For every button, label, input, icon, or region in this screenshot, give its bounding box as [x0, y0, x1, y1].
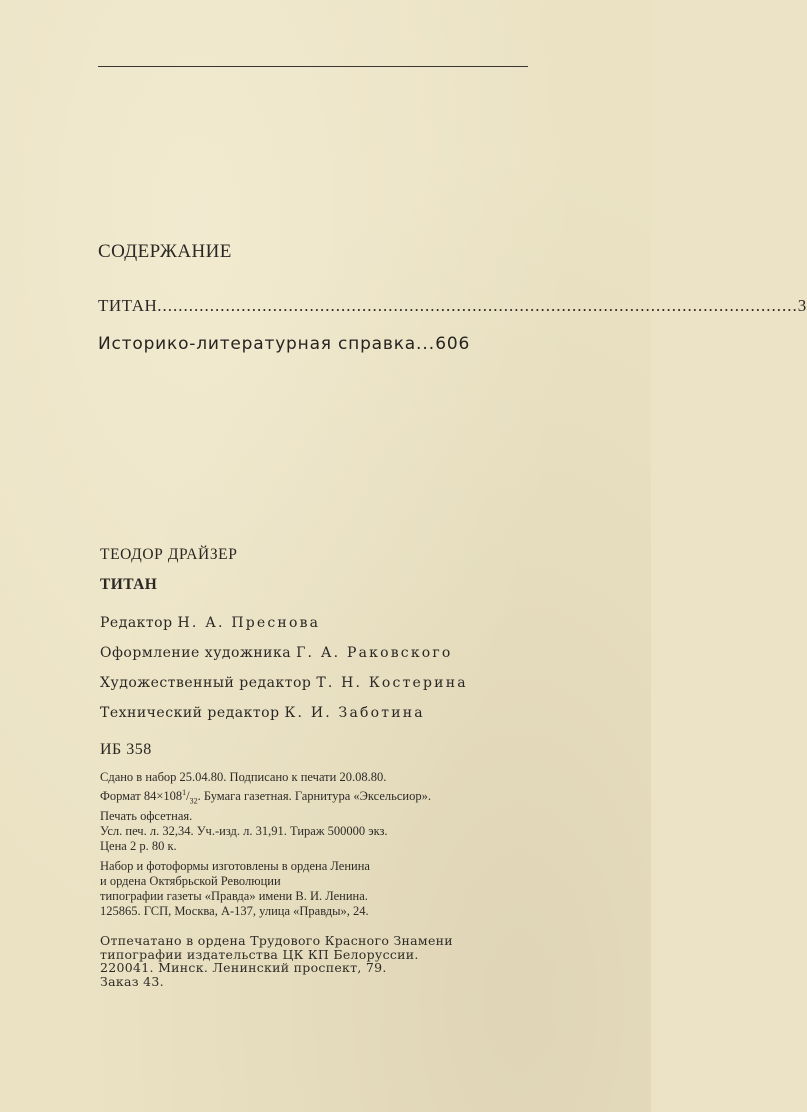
print-line: типографии газеты «Правда» имени В. И. Ленина.: [100, 889, 368, 903]
contents-heading: СОДЕРЖАНИЕ: [98, 241, 232, 262]
credit-person: Г. А. Раковского: [296, 645, 453, 661]
credit-role: Оформление художника: [100, 645, 292, 661]
credit-role: Технический редактор: [100, 705, 280, 721]
print-line: Набор и фотоформы изготовлены в ордена Ленина: [100, 859, 370, 873]
book-title: ТИТАН: [100, 576, 158, 593]
technical-details: [100, 770, 431, 854]
toc-leader-dots: ...: [416, 334, 436, 354]
credit-person: К. И. Заботина: [284, 705, 425, 721]
credit-design: [100, 645, 453, 661]
credit-editor: [100, 615, 320, 631]
toc-leader-dots: ..........................................................................................................................: [157, 296, 798, 315]
toc-entry-title: ТИТАН: [98, 296, 158, 315]
ib-number: ИБ 358: [100, 741, 152, 758]
final-line: Отпечатано в ордена Трудового Красного Знамени: [100, 933, 453, 948]
credit-person: Н. А. Преснова: [177, 615, 321, 631]
print-line: и ордена Октябрьской Революции: [100, 874, 281, 888]
author-name: ТЕОДОР ДРАЙЗЕР: [100, 546, 238, 563]
tech-line: Сдано в набор 25.04.80. Подписано к печати 20.08.80.: [100, 770, 387, 784]
credit-role: Художественный редактор: [100, 675, 312, 691]
toc-entry-page: 3: [797, 296, 807, 315]
toc-entry-titan[interactable]: [98, 296, 807, 316]
credit-art-editor: [100, 675, 468, 691]
final-line: типографии издательства ЦК КП Белоруссии.: [100, 946, 419, 962]
toc-entry-reference[interactable]: [98, 334, 530, 354]
tech-line: Усл. печ. л. 32,34. Уч.-изд. л. 31,91. Тираж 500000 экз.: [100, 823, 388, 838]
tech-line: Цена 2 р. 80 к.: [100, 838, 177, 853]
toc-entry-page: 606: [435, 334, 471, 354]
tech-line: Печать офсетная.: [100, 808, 193, 823]
printing-house-info: [100, 934, 453, 988]
tech-format-line: Формат $84\times 108^1/_{32}$. Бумага газетная. Гарнитура «Эксельсиор».: [100, 788, 431, 806]
final-line: Заказ 43.: [100, 973, 164, 989]
toc-entry-title: Историко-литературная справка: [98, 334, 416, 354]
final-line: 220041. Минск. Ленинский проспект, 79.: [100, 960, 387, 975]
credit-role: Редактор: [100, 615, 173, 631]
credit-person: Т. Н. Костерина: [316, 675, 468, 691]
credit-tech-editor: [100, 705, 425, 721]
top-rule: [98, 66, 528, 67]
typesetting-info: [100, 859, 370, 919]
print-line: 125865. ГСП, Москва, А-137, улица «Правды», 24.: [100, 904, 369, 918]
